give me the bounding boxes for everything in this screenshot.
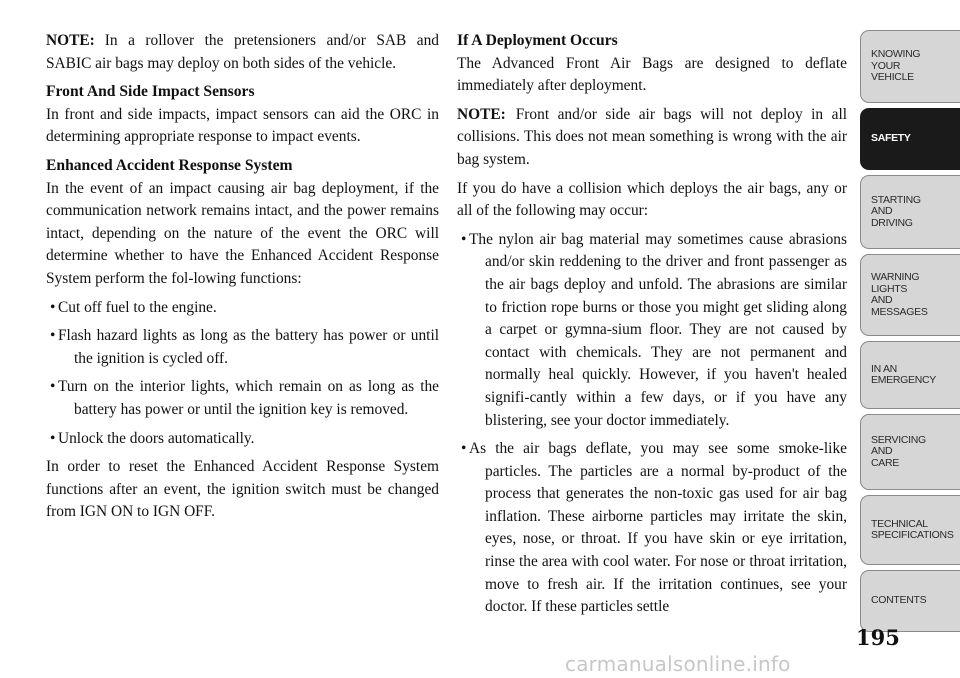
ears-paragraph: In the event of an impact causing air bag deployment, if the communication network remains intact, and the power remains intact, depending on the nature of the event the ORC will determine whether to have the Enhanced Accident Response System perform the fol-lowing functions:	[46, 179, 439, 287]
tab-label: KNOWING YOUR VEHICLE	[871, 48, 921, 84]
watermark: carmanualsonline.info	[565, 652, 791, 676]
sensors-paragraph: In front and side impacts, impact sensors can aid the ORC in determining appropriate response to impact events.	[46, 105, 439, 146]
tab-label: CONTENTS	[871, 594, 927, 607]
tab-warning-lights-and-messages[interactable]	[860, 254, 960, 336]
right-column	[457, 30, 847, 625]
tab-label: WARNING LIGHTS AND MESSAGES	[871, 271, 928, 318]
rollover-note	[46, 30, 439, 75]
tab-contents[interactable]	[860, 570, 960, 632]
tab-starting-and-driving[interactable]	[860, 175, 960, 249]
list-item: • Cut off fuel to the engine.	[46, 297, 439, 320]
tab-label: TECHNICAL SPECIFICATIONS	[871, 517, 954, 541]
tab-in-an-emergency[interactable]	[860, 341, 960, 409]
deployment-paragraph: The Advanced Front Air Bags are designed to deflate immediately after deployment.	[457, 54, 847, 95]
ears-functions-list	[46, 297, 439, 451]
deploy-note	[457, 104, 847, 172]
note-label: NOTE:	[457, 105, 506, 123]
list-item: • Unlock the doors automatically.	[46, 428, 439, 451]
tab-label: IN AN EMERGENCY	[871, 362, 936, 386]
list-item: • As the air bags deflate, you may see some smoke-like particles. The particles are a normal by-product of the process that generates the non-toxic gas used for air bag inflation. These airborne particles may irritate the skin, eyes, nose, or throat. If you have skin or eye irritation, rinse the area with cool water. For nose or throat irritation, move to fresh air. If the irritation continues, see your doctor. If these particles settle	[457, 438, 847, 619]
section-tabs	[860, 30, 960, 637]
list-item: • Flash hazard lights as long as the battery has power or until the ignition is cycled off.	[46, 325, 439, 370]
note-text: Front and/or side air bags will not deploy in all collisions. This does not mean something is wrong with the air bag system.	[457, 105, 847, 168]
sensors-heading: Front And Side Impact Sensors	[46, 83, 255, 101]
note-label: NOTE:	[46, 32, 95, 49]
ears-heading: Enhanced Accident Response System	[46, 156, 293, 174]
tab-servicing-and-care[interactable]	[860, 414, 960, 490]
deployment-effects-list	[457, 229, 847, 619]
tab-technical-specifications[interactable]	[860, 495, 960, 565]
tab-safety[interactable]	[860, 108, 960, 170]
tab-label: STARTING AND DRIVING	[871, 193, 921, 229]
page-number: 195	[856, 625, 900, 650]
list-item: • Turn on the interior lights, which remain on as long as the battery has power or until the ignition key is removed.	[46, 376, 439, 421]
left-column	[46, 30, 439, 530]
collision-paragraph: If you do have a collision which deploys the air bags, any or all of the following may occur:	[457, 179, 847, 220]
tab-label: SERVICING AND CARE	[871, 433, 926, 469]
reset-paragraph: In order to reset the Enhanced Accident Response System functions after an event, the ignition switch must be changed from IGN ON to IGN OFF.	[46, 458, 439, 521]
deployment-heading: If A Deployment Occurs	[457, 32, 618, 49]
tab-knowing-your-vehicle[interactable]	[860, 30, 960, 103]
list-item: • The nylon air bag material may sometimes cause abrasions and/or skin reddening to the driver and front passenger as the air bags deploy and unfold. The abrasions are similar to friction rope burns or those you might get sliding along a carpet or gymna-sium floor. They are not caused by contact with chemicals. They are not permanent and normally heal quickly. However, if you haven't healed signifi-cantly within a few days, or if you have any blistering, see your doctor immediately.	[457, 229, 847, 432]
note-text: In a rollover the pretensioners and/or SAB and SABIC air bags may deploy on both sides of the vehicle.	[46, 32, 439, 72]
tab-label: SAFETY	[871, 132, 911, 145]
